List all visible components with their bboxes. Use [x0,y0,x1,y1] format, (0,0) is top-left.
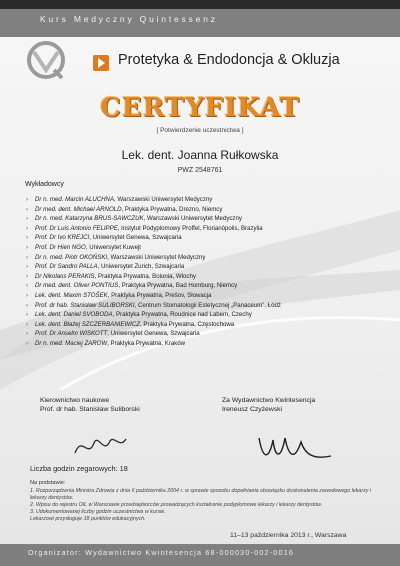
bullet-icon: › [26,339,29,347]
bullet-icon: › [26,243,29,251]
publisher-label: Za Wydawnictwo Kwintesencja [222,397,316,404]
bullet-icon: › [26,224,29,232]
scientific-direction-label: Kierownictwo naukowe [40,397,110,404]
legal-basis-item: 1. Rozporządzenia Ministra Zdrowia z dnia 6 października 2004 r. w sprawie sposobu dopełniania obowiązku doskonalenia zawodowego lekarzy i lekarzy dentystów. [30,488,372,502]
bullet-icon: › [26,253,29,261]
lecturer-item: › Dr n. med. Maciej ŻAROW, Praktyka Prywatna, Kraków [26,339,186,347]
bullet-icon: › [26,291,29,299]
bullet-icon: › [26,215,29,223]
certificate-subtitle: [ Potwierdzenie uczestnictwa ] [156,127,244,134]
bullet-icon: › [26,282,29,290]
bullet-icon: › [26,301,29,309]
bullet-icon: › [26,234,29,242]
lecturer-item: › Dr Nikolaos PERAKIS, Praktyka Prywatna, Bolonia, Włochy [26,272,196,280]
hours-count: Liczba godzin zegarowych: 18 [30,464,128,473]
bullet-icon: › [26,330,29,338]
lecturer-item: › Dr med. dent. Michael ARNOLD, Praktyka Prywatna, Drezno, Niemcy [26,205,223,213]
scientific-director-name: Prof. dr hab. Stanisław Suliborski [40,406,140,413]
legal-basis-item: Lekarzowi przysługuje 18 punktów edukacyjnych. [30,516,146,523]
lecturer-item: › Prof. Dr Sandro PALLA, Uniwersytet Zurich, Szwajcaria [26,263,185,271]
organizer-footer: Organizator: Wydawnictwo Kwintesencja 68-000030-002-0016 [28,548,295,557]
bullet-icon: › [26,196,29,203]
place-date: 11–13 października 2013 r., Warszawa [230,532,347,539]
lecturer-item: › Dr med. dent. Oliver PONTIUS, Praktyka Prywatna, Bad Homburg, Niemcy [26,282,238,290]
bullet-icon: › [26,263,29,271]
bullet-icon: › [26,272,29,280]
bullet-icon: › [26,311,29,319]
arrow-right-icon [93,55,109,71]
lecturer-item: › Lek. dent. Błażej SZCZERBANIEWICZ, Praktyka Prywatna, Częstochowa [26,320,235,328]
legal-basis-item: 2. Wpisu do rejestru OIL w Warszawie przedsiębiorców prowadzących kształcenie podyplomowe lekarzy i lekarzy dentystów. [30,502,323,509]
lecturer-item: › Dr n. med. Katarzyna BRUS-SAWCZUK, Warszawski Uniwersytet Medyczny [26,215,242,223]
course-series: Kurs Medyczny Quintessenz [40,14,218,24]
lecturer-item: › Prof. dr hab. Stanisław SULIBORSKI, Centrum Stomatologii Estetycznej „Panaceum”, Łódź [26,301,281,309]
lecturers-heading: Wykładowcy [25,181,64,188]
lecturer-item: › Prof. Dr Ivo KREJCI, Uniwersytet Genewa, Szwajcaria [26,234,182,242]
recipient-pwz: PWZ 2548761 [177,167,223,174]
legal-basis-item: 3. Udokumentowanej liczby godzin uczestnictwa w kursie. [30,509,166,516]
publisher-representative-name: Ireneusz Czyżewski [222,406,283,413]
quintessence-logo-icon [24,38,68,82]
lecturer-item: › Dr n. med. Marcin ALUCHNA, Warszawski Uniwersytet Medyczny [26,196,213,203]
lecturer-item: › Dr n. med. Piotr OKOŃSKI, Warszawski Uniwersytet Medyczny [26,253,206,261]
signature-left-icon [70,425,130,465]
legal-basis-list [30,488,380,523]
bullet-icon: › [26,205,29,213]
bullet-icon: › [26,320,29,328]
recipient-name: Lek. dent. Joanna Rułkowska [121,148,279,162]
signature-right-icon [255,430,335,470]
lecturer-item: › Lek. dent. Daniel SVOBODA, Praktyka Prywatna, Roudnice nad Labem, Czechy [26,311,252,319]
legal-basis-heading: Na podstawie: [30,480,66,486]
lecturer-item: › Prof. Dr Anselm WISKOTT, Uniwersytet Genewa, Szwajcaria [26,330,200,338]
lecturer-item: › Prof. Dr Hien NGO, Uniwersytet Kuwejt [26,243,142,251]
lecturers-list [26,196,281,350]
certificate-title: CERTYFIKAT [100,93,300,123]
lecturer-item: › Prof. Dr Luis Antonio FELIPPE, Instytut Podyplomowy Proffel, Florianópolis, Brazylia [26,224,263,232]
lecturer-item: › Lek. dent. Maxim STOŠEK, Praktyka Prywatna, Prešov, Słowacja [26,291,212,299]
course-title: Protetyka & Endodoncja & Okluzja [118,52,340,68]
